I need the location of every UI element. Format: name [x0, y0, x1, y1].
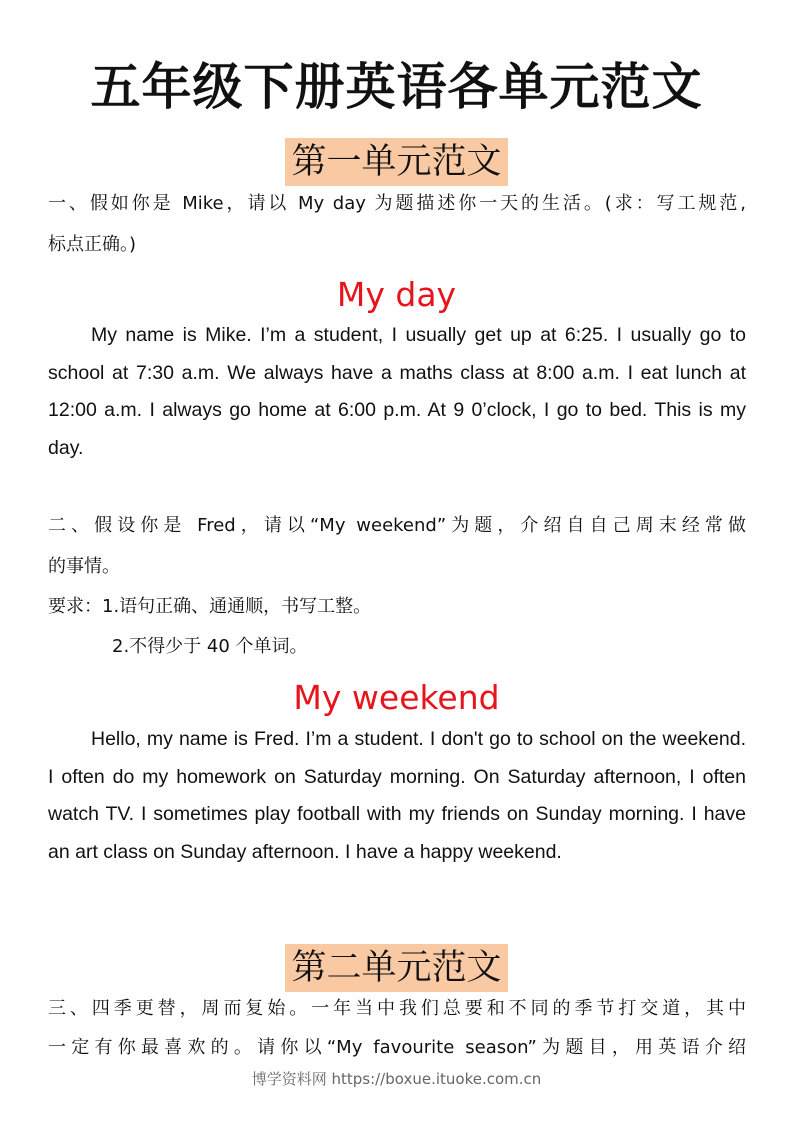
- essay-my-weekend: Hello, my name is Fred. I’m a student. I don't go to school on the weekend. I often do my homework on Saturday morning. On Saturday afternoon, I often watch TV. I sometimes play football with my friends on Sunday morning. I have an art class on Sunday afternoon. I have a happy weekend.: [48, 728, 746, 863]
- unit1-prompt2-line1: 二、假设你是 Fred，请以“My weekend”为题，介绍自自己周末经常做: [48, 515, 746, 536]
- requirement-1: 要求：1.语句正确、通通顺，书写工整。: [48, 596, 372, 617]
- unit2-heading-text: 第二单元范文: [285, 944, 507, 992]
- essay-title-my-day: My day: [336, 275, 457, 314]
- unit2-prompt-line1: 三、四季更替，周而复始。一年当中我们总要和不同的季节打交道，其中: [48, 998, 746, 1019]
- unit1-prompt-line1: 一、假如你是 Mike，请以 My day 为题描述你一天的生活。(求：写工规范,: [48, 193, 746, 214]
- requirement-2: 2.不得少于 40 个单词。: [112, 636, 308, 657]
- unit1-heading: [0, 138, 793, 186]
- essay-title-my-weekend: My weekend: [293, 678, 500, 717]
- page-title: 五年级下册英语各单元范文: [90, 58, 703, 116]
- unit2-heading: [0, 944, 793, 992]
- unit1-heading-text: 第一单元范文: [285, 138, 507, 186]
- footer-watermark: 博学资料网 https://boxue.ituoke.com.cn: [251, 1070, 542, 1088]
- unit1-prompt-line2: 标点正确。): [48, 234, 137, 255]
- essay-my-day: My name is Mike. I’m a student, I usually get up at 6:25. I usually go to school at 7:30 a.m. We always have a maths class at 8:00 a.m. I eat lunch at 12:00 a.m. I always go home at 6:00 p.m. At 9 0’clock, I go to bed. This is my day.: [48, 324, 746, 459]
- unit2-prompt-line2: 一定有你最喜欢的。请你以“My favourite season”为题目，用英语介绍: [48, 1037, 746, 1058]
- unit1-prompt2-line2: 的事情。: [48, 556, 120, 577]
